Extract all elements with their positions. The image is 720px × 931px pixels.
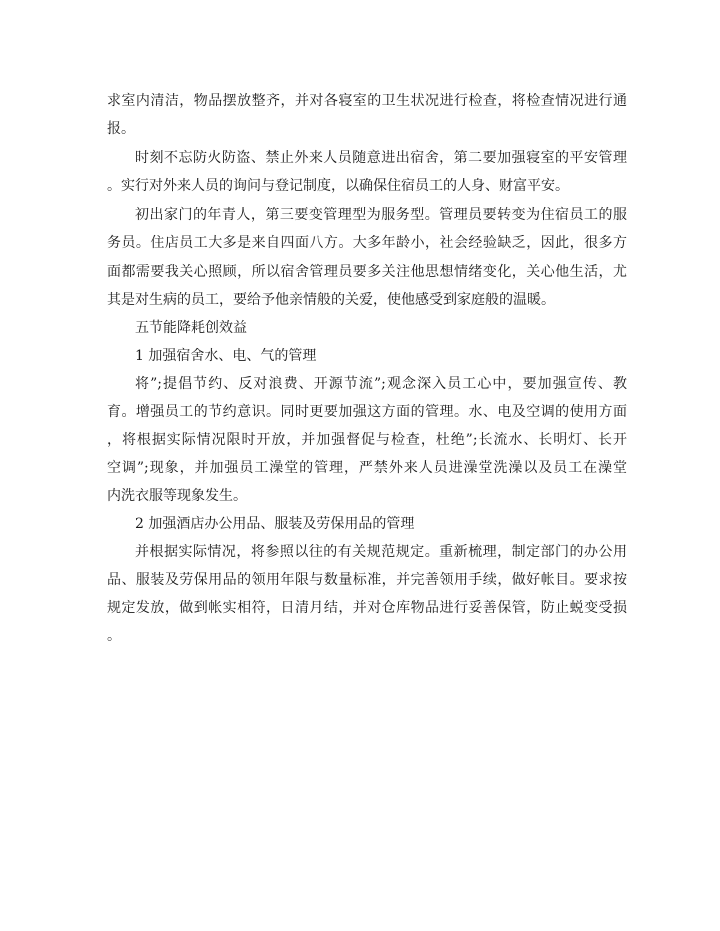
paragraph-line: 将”;提倡节约、反对浪费、开源节流”;观念深入员工心中，要加强宣传、教 (135, 376, 627, 392)
text-line: 。实行对外来人员的询问与登记制度，以确保住宿员工的人身、财富平安。 (107, 178, 569, 194)
text-line: 求室内清洁，物品摆放整齐，并对各寝室的卫生状况进行检查，将检查情况进行通 (107, 93, 627, 109)
text-line: 报。 (107, 121, 135, 137)
text-line: 内洗衣服等现象发生。 (107, 488, 247, 504)
subsection-heading: 1 加强宿舍水、电、气的管理 (135, 348, 317, 364)
text-line: ，将根据实际情况限时开放，并加强督促与检查，杜绝”;长流水、长明灯、长开 (107, 432, 627, 448)
text-line: 面都需要我关心照顾，所以宿舍管理员要多关注他思想情绪变化，关心他生活，尤 (107, 264, 627, 280)
text-line: 务员。住店员工大多是来自四面八方。大多年龄小，社会经验缺乏，因此，很多方 (107, 235, 627, 251)
text-line: 规定发放，做到帐实相符，日清月结，并对仓库物品进行妥善保管，防止蜕变受损 (107, 600, 627, 616)
text-line: 其是对生病的员工，要给予他亲情般的关爱，使他感受到家庭般的温暖。 (107, 292, 555, 308)
text-line: 空调”;现象，并加强员工澡堂的管理，严禁外来人员进澡堂洗澡以及员工在澡堂 (107, 460, 627, 476)
paragraph-line: 时刻不忘防火防盗、禁止外来人员随意进出宿舍，第二要加强寝室的平安管理 (135, 150, 627, 166)
paragraph-line: 初出家门的年青人，第三要变管理型为服务型。管理员要转变为住宿员工的服 (135, 207, 627, 223)
text-line: 。 (107, 628, 121, 644)
text-line: 育。增强员工的节约意识。同时更要加强这方面的管理。水、电及空调的使用方面 (107, 404, 627, 420)
text-line: 品、服装及劳保用品的领用年限与数量标准，并完善领用手续，做好帐目。要求按 (107, 572, 627, 588)
paragraph-line: 并根据实际情况，将参照以往的有关规范规定。重新梳理，制定部门的办公用 (135, 544, 627, 560)
subsection-heading: 2 加强酒店办公用品、服装及劳保用品的管理 (135, 516, 415, 532)
section-heading: 五节能降耗创效益 (135, 320, 247, 336)
